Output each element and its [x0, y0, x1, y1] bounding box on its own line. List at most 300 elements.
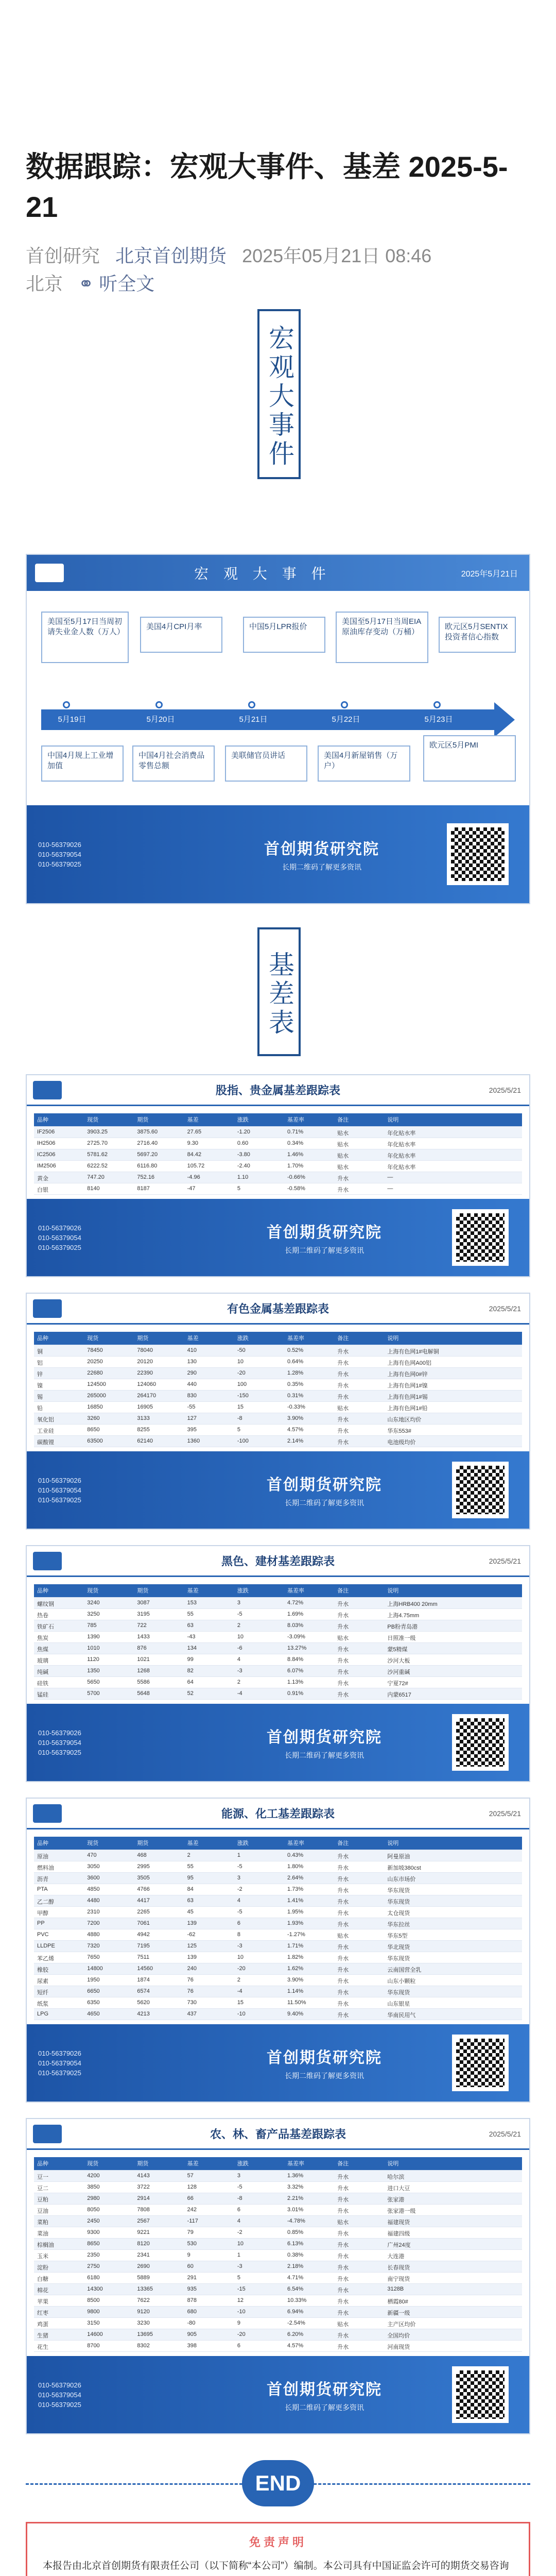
table-cell: 0.34% — [287, 1140, 304, 1146]
bottom-event-4: 美国4月新屋销售（万户） — [318, 745, 410, 782]
table-cell: -4 — [237, 1988, 242, 1994]
table-cell: 0.71% — [287, 1129, 304, 1135]
table-header — [27, 1546, 529, 1577]
table-cell: 2 — [237, 1679, 240, 1685]
table-cell: -2.54% — [287, 2320, 305, 2326]
table-cell: 日照准一级 — [387, 1635, 416, 1641]
table-cell: 贴水 — [337, 2219, 349, 2226]
table-row — [34, 1873, 522, 1884]
table-cell: 锰硅 — [37, 1692, 48, 1698]
table-cell: 焦炭 — [37, 1635, 48, 1641]
table-row — [34, 1379, 522, 1391]
table-cell: 7622 — [137, 2297, 150, 2303]
table-cell: -10 — [237, 2011, 246, 2017]
table-cell: 贴水 — [337, 1933, 349, 1939]
footer-contact — [27, 1223, 197, 1252]
footer-contact-line: 010-56379054 — [38, 1738, 81, 1747]
table-cell: 进口大豆 — [387, 2185, 410, 2192]
table-cell: 153 — [187, 1600, 197, 1606]
table-cell: 6.20% — [287, 2331, 304, 2337]
table-cell: 8187 — [137, 1185, 150, 1192]
table-row — [34, 2239, 522, 2250]
table-row — [34, 2009, 522, 2020]
column-header: 基差率 — [287, 1117, 305, 1123]
table-cell: 63 — [187, 1897, 194, 1904]
table-row — [34, 2329, 522, 2341]
table-cell: 752.16 — [137, 1174, 155, 1180]
table-header — [27, 1799, 529, 1829]
basis-table — [34, 1837, 522, 2020]
table-cell: 福建四级 — [387, 2231, 410, 2237]
table-cell: 尿素 — [37, 1978, 48, 1985]
table-cell: 升水 — [337, 1371, 349, 1378]
footer-contact — [27, 1476, 197, 1505]
table-cell: — — [387, 1185, 393, 1192]
table-cell: 升水 — [337, 1349, 349, 1355]
table-cell: 苯乙烯 — [37, 1956, 54, 1962]
table-cell: 3250 — [87, 1611, 100, 1617]
table-cell: 河南现货 — [387, 2344, 410, 2350]
table-row — [34, 2295, 522, 2307]
end-badge: END — [242, 2460, 314, 2506]
table-row — [34, 1425, 522, 1436]
table-cell: IH2506 — [37, 1140, 56, 1146]
table-cell: 1350 — [87, 1668, 100, 1674]
table-cell: 华东现货 — [387, 1956, 410, 1962]
table-cell: 9 — [187, 2252, 190, 2258]
table-cell: 升水 — [337, 1899, 349, 1905]
table-cell: 437 — [187, 2011, 197, 2017]
column-header: 备注 — [337, 1840, 349, 1846]
table-cell: 8700 — [87, 2343, 100, 2349]
meta-location: 北京 — [26, 273, 63, 294]
timeline-title: 宏 观 大 事 件 — [194, 565, 331, 582]
table-cell: 宁夏72# — [387, 1681, 408, 1687]
table-cell: 升水 — [337, 1658, 349, 1664]
table-cell: 2980 — [87, 2195, 100, 2201]
table-title: 能源、化工基差跟踪表 — [221, 1807, 335, 1820]
table-cell: 99 — [187, 1656, 194, 1663]
table-cell: 2265 — [137, 1909, 150, 1915]
footer-contact-line: 010-56379026 — [38, 2049, 81, 2057]
table-cell: 242 — [187, 2207, 197, 2213]
table-cell: 78450 — [87, 1347, 103, 1353]
table-cell: 4 — [237, 1897, 240, 1904]
table-cell: 0.38% — [287, 2252, 304, 2258]
table-cell: -8 — [237, 1415, 242, 1421]
table-cell: 4850 — [87, 1886, 100, 1892]
table-cell: 127 — [187, 1415, 197, 1421]
timeline-node — [63, 701, 70, 708]
table-cell: 红枣 — [37, 2310, 48, 2316]
table-cell: 升水 — [337, 2197, 349, 2203]
table-cell: 1.73% — [287, 1886, 304, 1892]
table-cell: 2.21% — [287, 2195, 304, 2201]
table-cell: -117 — [187, 2218, 198, 2224]
table-cell: 16905 — [137, 1404, 153, 1410]
table-cell: 398 — [187, 2343, 197, 2349]
column-header: 现货 — [87, 1117, 99, 1123]
basis-table — [34, 1332, 522, 1447]
table-row — [34, 1632, 522, 1643]
headphone-icon: ⚭ — [78, 273, 94, 294]
table-row — [34, 2205, 522, 2216]
listen-label: 听全文 — [99, 273, 155, 294]
timeline-date-2: 5月20日 — [146, 715, 175, 724]
table-cell: 105.72 — [187, 1163, 205, 1169]
table-cell: 6.13% — [287, 2241, 304, 2247]
column-header: 涨跌 — [237, 1335, 249, 1342]
table-cell: 2350 — [87, 2252, 100, 2258]
table-cell: 华东5型 — [387, 1933, 408, 1939]
table-cell: -20 — [237, 1370, 246, 1376]
table-cell: 沥青 — [37, 1876, 48, 1883]
table-cell: -4.78% — [287, 2218, 305, 2224]
table-row — [34, 1997, 522, 2009]
table-cell: 华东现货 — [387, 1990, 410, 1996]
table-row — [34, 2227, 522, 2239]
table-cell: 南宁现货 — [387, 2276, 410, 2282]
table-cell: 14560 — [137, 1965, 153, 1972]
table-row — [34, 1149, 522, 1161]
table-cell: 升水 — [337, 2231, 349, 2237]
table-row — [34, 1850, 522, 1861]
table-cell: -6 — [237, 1645, 242, 1651]
table-cell: 升水 — [337, 2265, 349, 2271]
table-cell: 16850 — [87, 1404, 103, 1410]
column-header: 期货 — [137, 2161, 149, 2167]
table-row — [34, 2250, 522, 2261]
section-macro-title: 宏观大事件 — [265, 325, 294, 469]
table-cell: 14600 — [87, 2331, 103, 2337]
table-cell: 52 — [187, 1690, 194, 1697]
table-footer — [27, 1704, 529, 1781]
table-cell: -2 — [237, 1886, 242, 1892]
column-header: 涨跌 — [237, 1840, 249, 1846]
footer-brand-name: 首创期货研究院 — [267, 1224, 382, 1241]
meta-source: 首创研究 — [26, 245, 100, 266]
table-cell: 升水 — [337, 1613, 349, 1619]
table-cell: 8120 — [137, 2241, 150, 2247]
table-cell: 1950 — [87, 1977, 100, 1983]
table-row — [34, 1688, 522, 1700]
column-header: 期货 — [137, 1588, 149, 1594]
table-cell: PVC — [37, 1931, 49, 1938]
table-cell: 878 — [187, 2297, 197, 2303]
table-cell: 橡胶 — [37, 1967, 48, 1973]
bottom-event-2: 中国4月社会消费品零售总额 — [132, 745, 215, 782]
footer-contact-line: 010-56379025 — [38, 860, 81, 868]
footer-contact-line: 010-56379025 — [38, 1243, 81, 1251]
footer-contact — [27, 840, 197, 869]
table-cell: 1.14% — [287, 1988, 304, 1994]
table-cell: 升水 — [337, 1428, 349, 1434]
table-cell: 1.62% — [287, 1965, 304, 1972]
column-header: 基差 — [187, 1588, 199, 1594]
table-cell: 13695 — [137, 2331, 153, 2337]
table-cell: 130 — [187, 1359, 197, 1365]
table-cell: 4766 — [137, 1886, 150, 1892]
table-header-row — [34, 1584, 522, 1598]
table-cell: 沙河重碱 — [387, 1669, 410, 1675]
table-row — [34, 1391, 522, 1402]
table-cell: 升水 — [337, 1383, 349, 1389]
table-cell: -3 — [237, 1943, 242, 1949]
table-cell: -5 — [237, 1909, 242, 1915]
table-cell: -62 — [187, 1931, 196, 1938]
table-cell: 乙二醇 — [37, 1899, 54, 1905]
basis-table — [34, 2157, 522, 2352]
bottom-event-5: 欧元区5月PMI — [423, 735, 516, 782]
table-cell: 锌 — [37, 1371, 43, 1378]
table-cell: 3.90% — [287, 1415, 304, 1421]
table-cell: 14300 — [87, 2286, 103, 2292]
table-cell: 3 — [237, 2173, 240, 2179]
table-cell: 生猪 — [37, 2333, 48, 2339]
table-cell: -3 — [237, 2263, 242, 2269]
table-cell: 8500 — [87, 2297, 100, 2303]
table-cell: 2341 — [137, 2252, 150, 2258]
table-cell: 4143 — [137, 2173, 150, 2179]
qr-code-icon — [452, 2366, 509, 2423]
table-cell: 1.10 — [237, 1174, 249, 1180]
table-cell: 11.50% — [287, 1999, 306, 2006]
table-cell: 5781.62 — [87, 1151, 108, 1158]
table-cell: 3875.60 — [137, 1129, 158, 1135]
table-cell: 12 — [237, 2297, 244, 2303]
table-cell: 9221 — [137, 2229, 150, 2235]
column-header: 说明 — [387, 1840, 399, 1846]
table-cell: 云南国营全乳 — [387, 1967, 422, 1973]
column-header: 说明 — [387, 1588, 399, 1594]
footer-brand-name: 首创期货研究院 — [267, 2381, 382, 2398]
table-cell: -47 — [187, 1185, 196, 1192]
table-cell: 升水 — [337, 2174, 349, 2180]
table-cell: 5697.20 — [137, 1151, 158, 1158]
table-cell: 1.28% — [287, 1370, 304, 1376]
table-cell: 8302 — [137, 2343, 150, 2349]
table-cell: -80 — [187, 2320, 196, 2326]
table-cell: 6 — [237, 1920, 240, 1926]
table-row — [34, 2307, 522, 2318]
table-cell: -5 — [237, 2184, 242, 2190]
table-row — [34, 2284, 522, 2295]
listen-button[interactable] — [78, 273, 154, 294]
table-cell: 贴水 — [337, 1153, 349, 1159]
table-cell: 0.35% — [287, 1381, 304, 1387]
footer-contact-line: 010-56379025 — [38, 1748, 81, 1756]
table-cell: 上海有色网1#锡 — [387, 1394, 428, 1400]
table-cell: 3260 — [87, 1415, 100, 1421]
table-cell: 甲醇 — [37, 1910, 48, 1917]
table-cell: 玉米 — [37, 2253, 48, 2260]
table-cell: 升水 — [337, 1394, 349, 1400]
table-cell: 升水 — [337, 1865, 349, 1871]
table-row — [34, 1975, 522, 1986]
table-cell: 2 — [237, 1977, 240, 1983]
table-row — [34, 1402, 522, 1413]
table-cell: 沙河大板 — [387, 1658, 410, 1664]
table-cell: 上海有色网1#镍 — [387, 1383, 428, 1389]
table-cell: 升水 — [337, 1176, 349, 1182]
table-cell: 440 — [187, 1381, 197, 1387]
disclaimer-title: 免责声明 — [249, 2536, 307, 2549]
table-cell: 15 — [237, 1999, 244, 2006]
column-header: 基差 — [187, 1335, 199, 1342]
table-cell: 265000 — [87, 1393, 106, 1399]
table-cell: 1010 — [87, 1645, 100, 1651]
table-cell: 3133 — [137, 1415, 150, 1421]
table-cell: 3722 — [137, 2184, 150, 2190]
table-date: 2025/5/21 — [489, 1304, 521, 1313]
table-cell: 45 — [187, 1909, 194, 1915]
table-cell: 张家港 — [387, 2197, 405, 2203]
qr-code-icon — [452, 2035, 509, 2091]
table-cell: 7808 — [137, 2207, 150, 2213]
table-cell: 62140 — [137, 1438, 153, 1444]
table-cell: 上海有色网A00铝 — [387, 1360, 431, 1366]
table-cell: -20 — [237, 2331, 246, 2337]
table-cell: 4480 — [87, 1897, 100, 1904]
table-cell: 豆油 — [37, 2208, 48, 2214]
table-cell: 华北现货 — [387, 1944, 410, 1951]
table-cell: 4.72% — [287, 1600, 304, 1606]
table-cell: 贴水 — [337, 1130, 349, 1137]
table-cell: 升水 — [337, 1876, 349, 1883]
table-cell: 8050 — [87, 2207, 100, 2213]
table-row — [34, 1609, 522, 1620]
table-cell: 镍 — [37, 1383, 43, 1389]
table-cell: 华东现货 — [387, 1888, 410, 1894]
table-row — [34, 1368, 522, 1379]
timeline-date-5: 5月23日 — [424, 715, 453, 724]
table-cell: 9800 — [87, 2309, 100, 2315]
timeline-node — [248, 701, 255, 708]
article-meta — [26, 242, 530, 298]
table-cell: 530 — [187, 2241, 197, 2247]
table-cell: 4.57% — [287, 2343, 304, 2349]
timeline-node — [155, 701, 163, 708]
table-row — [34, 1345, 522, 1357]
table-cell: 升水 — [337, 1624, 349, 1630]
footer-contact — [27, 2380, 197, 2410]
table-cell: 1021 — [137, 1656, 150, 1663]
table-cell: 3128B — [387, 2286, 404, 2292]
table-cell: 240 — [187, 1965, 197, 1972]
table-cell: 8.84% — [287, 1656, 304, 1663]
footer-contact-line: 010-56379054 — [38, 1233, 81, 1242]
table-cell: 2.18% — [287, 2263, 304, 2269]
table-cell: 1.41% — [287, 1897, 304, 1904]
table-row — [34, 1620, 522, 1632]
table-cell: 升水 — [337, 2333, 349, 2339]
table-cell: 升水 — [337, 1187, 349, 1193]
table-cell: 玻璃 — [37, 1658, 48, 1664]
table-cell: 410 — [187, 1347, 197, 1353]
column-header: 备注 — [337, 1588, 349, 1594]
qr-code-icon — [447, 823, 509, 885]
table-cell: 0.91% — [287, 1690, 304, 1697]
table-cell: 3505 — [137, 1875, 150, 1881]
timeline-footer — [27, 805, 529, 903]
table-cell: 0.31% — [287, 1393, 304, 1399]
table-cell: 291 — [187, 2275, 197, 2281]
table-date: 2025/5/21 — [489, 2129, 521, 2138]
table-cell: 2310 — [87, 1909, 100, 1915]
table-cell: 栖霞80# — [387, 2299, 408, 2305]
table-cell: 2750 — [87, 2263, 100, 2269]
table-cell: -4.96 — [187, 1174, 200, 1180]
table-cell: 1.95% — [287, 1909, 304, 1915]
table-row — [34, 2182, 522, 2193]
footer-brand — [197, 1472, 452, 1508]
table-cell: 1 — [237, 2252, 240, 2258]
table-cell: 2995 — [137, 1863, 150, 1870]
table-cell: 0.52% — [287, 1347, 304, 1353]
basis-table-card — [26, 1074, 530, 1277]
table-row — [34, 1172, 522, 1183]
top-event-2: 美国4月CPI月率 — [140, 617, 222, 653]
table-cell: 燃料油 — [37, 1865, 54, 1871]
table-cell: 4 — [237, 2218, 240, 2224]
table-cell: 76 — [187, 1977, 194, 1983]
column-header: 现货 — [87, 1335, 99, 1342]
table-cell: 84 — [187, 1886, 194, 1892]
timeline-date-1: 5月19日 — [58, 715, 86, 724]
table-cell: 1.82% — [287, 1954, 304, 1960]
table-cell: 2 — [187, 1852, 190, 1858]
table-cell: 8 — [237, 1931, 240, 1938]
table-cell: IC2506 — [37, 1151, 56, 1158]
table-cell: -0.58% — [287, 1185, 305, 1192]
footer-contact-line: 010-56379026 — [38, 1224, 81, 1232]
table-cell: 山东市场价 — [387, 1876, 416, 1883]
table-cell: 6180 — [87, 2275, 100, 2281]
table-cell: 2716.40 — [137, 1140, 158, 1146]
table-cell: 935 — [187, 2286, 197, 2292]
table-cell: 395 — [187, 1427, 197, 1433]
table-cell: 100 — [237, 1381, 247, 1387]
table-cell: 2 — [237, 1622, 240, 1629]
account-name-link[interactable]: 北京首创期货 — [115, 245, 227, 266]
table-header — [27, 1075, 529, 1106]
column-header: 品种 — [37, 1117, 48, 1123]
table-cell: 升水 — [337, 1647, 349, 1653]
table-cell: -43 — [187, 1634, 196, 1640]
table-cell: 3150 — [87, 2320, 100, 2326]
table-cell: -5 — [237, 1611, 242, 1617]
table-cell: 升水 — [337, 1967, 349, 1973]
table-cell: 6.94% — [287, 2309, 304, 2315]
table-cell: 1.36% — [287, 2173, 304, 2179]
footer-contact-line: 010-56379025 — [38, 2069, 81, 2077]
table-cell: 9.30 — [187, 1140, 199, 1146]
table-cell: 升水 — [337, 1990, 349, 1996]
table-cell: 升水 — [337, 2276, 349, 2282]
table-cell: 升水 — [337, 2012, 349, 2019]
table-cell: 上海HRB400 20mm — [387, 1601, 438, 1607]
table-row — [34, 2216, 522, 2227]
table-row — [34, 1654, 522, 1666]
table-cell: 27.65 — [187, 1129, 202, 1135]
table-cell: 2690 — [137, 2263, 150, 2269]
table-cell: 内蒙6517 — [387, 1692, 411, 1698]
column-header: 期货 — [137, 1840, 149, 1846]
table-cell: 9300 — [87, 2229, 100, 2235]
table-cell: 7061 — [137, 1920, 150, 1926]
table-row — [34, 1138, 522, 1149]
table-cell: 3.32% — [287, 2184, 304, 2190]
